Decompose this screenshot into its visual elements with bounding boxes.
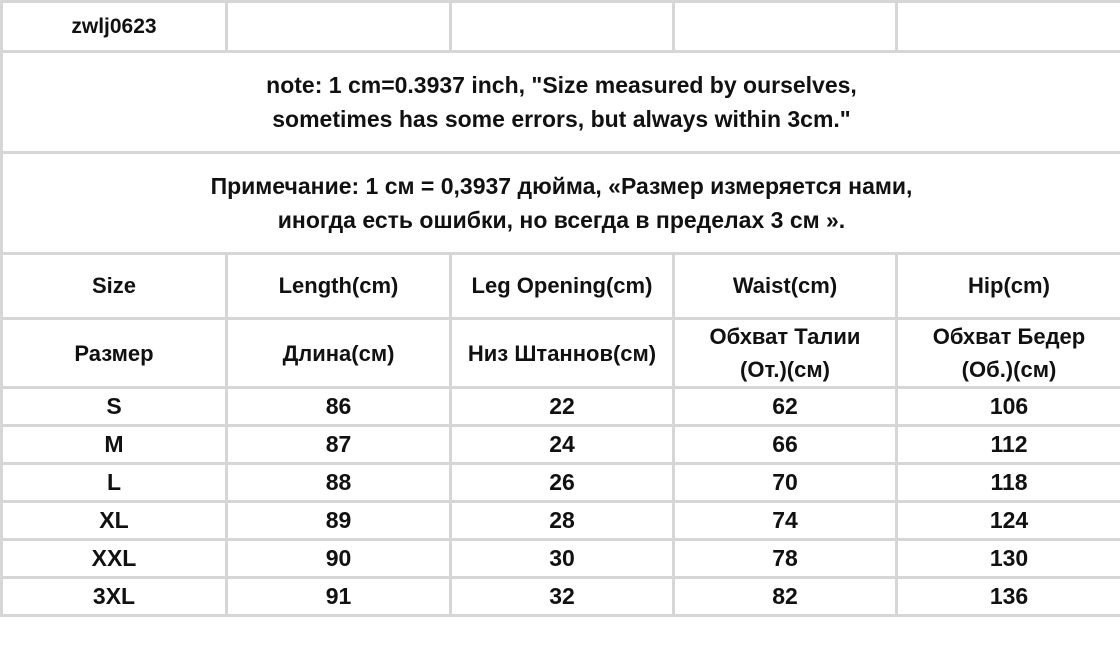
length-cell: 88 bbox=[227, 464, 451, 502]
leg-opening-cell: 24 bbox=[451, 426, 674, 464]
size-cell: L bbox=[2, 464, 227, 502]
header-leg-opening: Leg Opening(cm) bbox=[451, 254, 674, 319]
header-ru-line: (От.)(см) bbox=[740, 357, 830, 382]
table-row bbox=[2, 502, 1120, 540]
length-cell: 91 bbox=[227, 578, 451, 616]
empty-cell bbox=[451, 2, 674, 52]
header-ru-size bbox=[2, 319, 227, 388]
note-en-row bbox=[2, 52, 1120, 153]
note-ru bbox=[2, 153, 1120, 254]
leg-opening-cell: 22 bbox=[451, 388, 674, 426]
leg-opening-cell: 26 bbox=[451, 464, 674, 502]
header-ru-line: Длина(см) bbox=[282, 340, 395, 366]
header-waist: Waist(cm) bbox=[674, 254, 897, 319]
note-en-line: sometimes has some errors, but always within 3cm." bbox=[272, 106, 851, 132]
note-ru-row bbox=[2, 153, 1120, 254]
hip-cell: 124 bbox=[897, 502, 1120, 540]
header-row-en bbox=[2, 254, 1120, 319]
leg-opening-cell: 30 bbox=[451, 540, 674, 578]
length-cell: 86 bbox=[227, 388, 451, 426]
table-row bbox=[2, 540, 1120, 578]
hip-cell: 136 bbox=[897, 578, 1120, 616]
header-ru-line: (Об.)(см) bbox=[961, 357, 1057, 382]
waist-cell: 78 bbox=[674, 540, 897, 578]
header-length: Length(cm) bbox=[227, 254, 451, 319]
product-code-row bbox=[2, 2, 1120, 52]
size-cell: 3XL bbox=[2, 578, 227, 616]
length-cell: 89 bbox=[227, 502, 451, 540]
waist-cell: 66 bbox=[674, 426, 897, 464]
header-ru-line: Обхват Талии bbox=[709, 324, 861, 349]
empty-cell bbox=[227, 2, 451, 52]
table-row bbox=[2, 464, 1120, 502]
waist-cell: 82 bbox=[674, 578, 897, 616]
product-code: zwlj0623 bbox=[2, 2, 227, 52]
header-ru-length bbox=[227, 319, 451, 388]
size-cell: XL bbox=[2, 502, 227, 540]
empty-cell bbox=[674, 2, 897, 52]
leg-opening-cell: 32 bbox=[451, 578, 674, 616]
waist-cell: 62 bbox=[674, 388, 897, 426]
length-cell: 90 bbox=[227, 540, 451, 578]
size-cell: XXL bbox=[2, 540, 227, 578]
empty-cell bbox=[897, 2, 1120, 52]
size-cell: S bbox=[2, 388, 227, 426]
table-row bbox=[2, 426, 1120, 464]
header-ru-line: Низ Штаннов(см) bbox=[467, 340, 657, 366]
hip-cell: 112 bbox=[897, 426, 1120, 464]
waist-cell: 70 bbox=[674, 464, 897, 502]
header-size: Size bbox=[2, 254, 227, 319]
hip-cell: 118 bbox=[897, 464, 1120, 502]
waist-cell: 74 bbox=[674, 502, 897, 540]
length-cell: 87 bbox=[227, 426, 451, 464]
header-ru-line: Размер bbox=[74, 340, 154, 366]
header-hip: Hip(cm) bbox=[897, 254, 1120, 319]
leg-opening-cell: 28 bbox=[451, 502, 674, 540]
size-cell: M bbox=[2, 426, 227, 464]
note-ru-line: Примечание: 1 см = 0,3937 дюйма, «Размер измеряется нами, bbox=[210, 173, 913, 199]
header-ru-leg-opening bbox=[451, 319, 674, 388]
note-en-line: note: 1 cm=0.3937 inch, "Size measured by ourselves, bbox=[266, 72, 857, 98]
header-ru-waist bbox=[674, 319, 897, 388]
hip-cell: 106 bbox=[897, 388, 1120, 426]
note-en bbox=[2, 52, 1120, 153]
header-row-ru bbox=[2, 319, 1120, 388]
table-row bbox=[2, 578, 1120, 616]
hip-cell: 130 bbox=[897, 540, 1120, 578]
header-ru-line: Обхват Бедер bbox=[932, 324, 1086, 349]
note-ru-line: иногда есть ошибки, но всегда в пределах 3 см ». bbox=[277, 207, 846, 233]
table-row bbox=[2, 388, 1120, 426]
header-ru-hip bbox=[897, 319, 1120, 388]
